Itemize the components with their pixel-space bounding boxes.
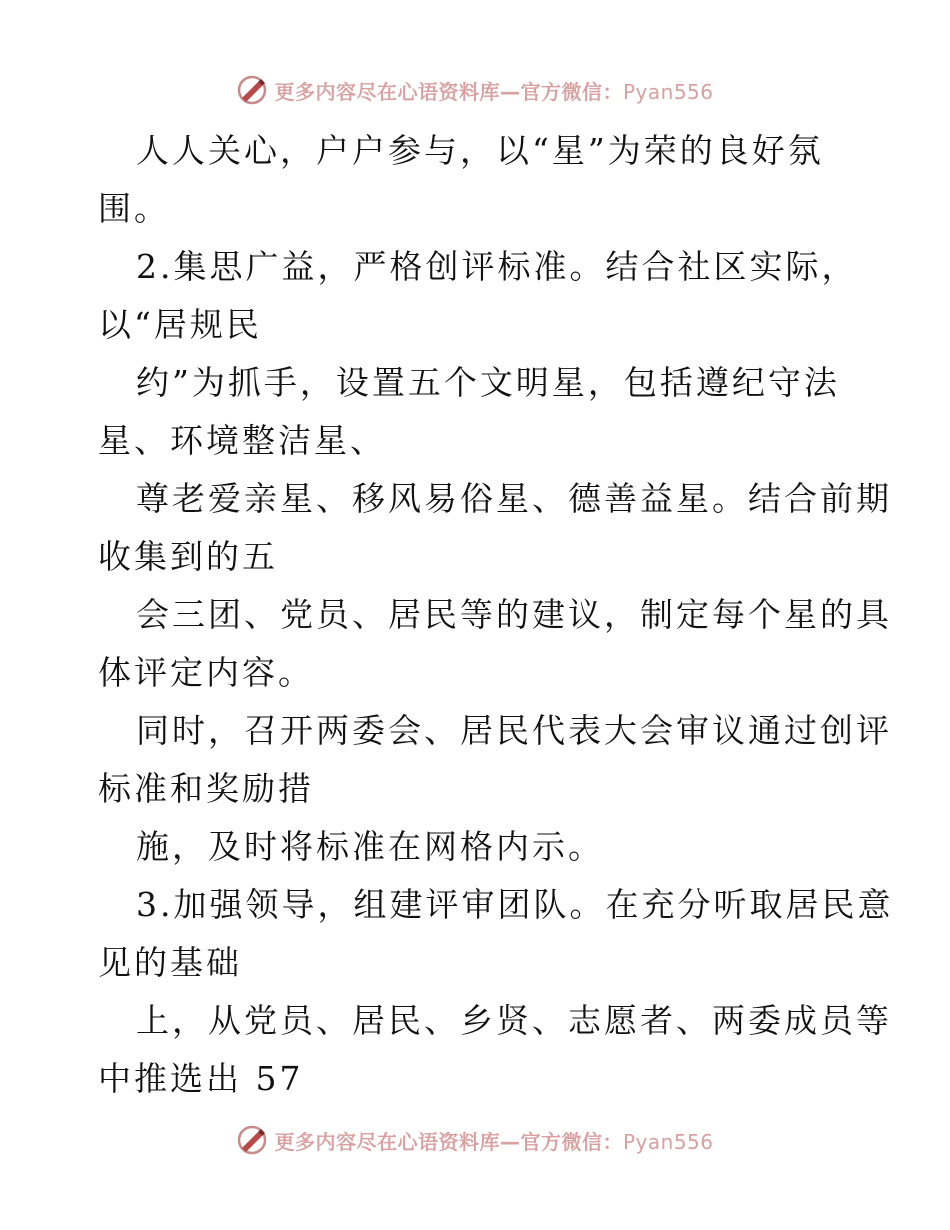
text-line: 见的基础 — [98, 943, 242, 982]
watermark-id: Pyan556 — [622, 79, 714, 104]
pen-logo-icon — [236, 1124, 268, 1156]
text-line: 上，从党员、居民、乡贤、志愿者、两委成员等 — [136, 1001, 892, 1040]
watermark-footer — [0, 1120, 950, 1160]
text-line: 收集到的五 — [98, 537, 278, 576]
text-line: 会三团、党员、居民等的建议，制定每个星的具 — [136, 595, 892, 634]
text-line: 标准和奖励措 — [98, 769, 314, 808]
text-line: 同时，召开两委会、居民代表大会审议通过创评 — [136, 711, 892, 750]
watermark-text: 更多内容尽在心语资料库—官方微信：Pyan556 — [274, 79, 714, 104]
pen-logo-icon — [236, 74, 268, 106]
text-line: 围。 — [98, 189, 170, 228]
text-line: 星、环境整洁星、 — [98, 421, 386, 460]
document-body — [98, 122, 894, 1108]
text-line: 3.加强领导，组建评审团队。在充分听取居民意 — [136, 885, 894, 924]
text-line: 人人关心，户户参与，以“星”为荣的良好氛 — [136, 131, 824, 170]
text-line: 以“居规民 — [98, 305, 262, 344]
watermark-text: 更多内容尽在心语资料库—官方微信：Pyan556 — [274, 1129, 714, 1154]
text-line: 尊老爱亲星、移风易俗星、德善益星。结合前期 — [136, 479, 892, 518]
text-line: 中推选出 57 — [98, 1059, 304, 1098]
text-line: 2.集思广益，严格创评标准。结合社区实际， — [136, 247, 858, 286]
text-line: 体评定内容。 — [98, 653, 314, 692]
text-line: 施，及时将标准在网格内示。 — [136, 827, 604, 866]
watermark-header — [0, 70, 950, 110]
watermark-id: Pyan556 — [622, 1129, 714, 1154]
text-line: 约”为抓手，设置五个文明星，包括遵纪守法 — [136, 363, 840, 402]
